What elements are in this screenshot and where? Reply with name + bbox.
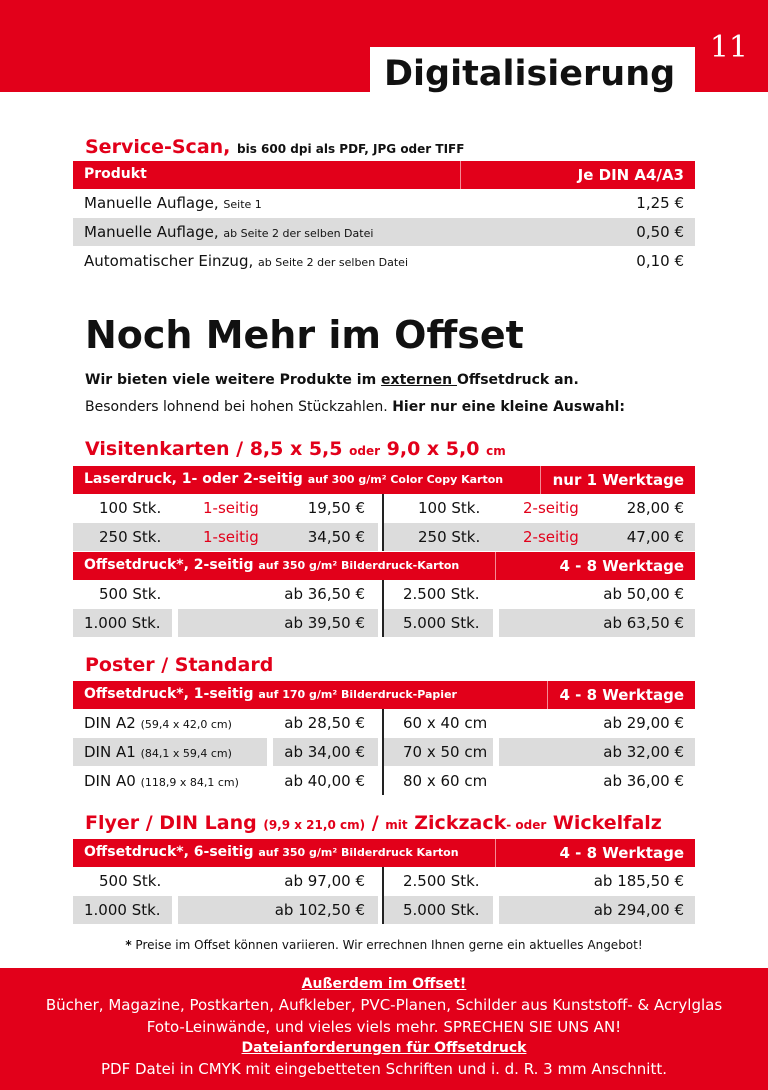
vk-heading-cm: cm [486, 444, 506, 458]
bar-divider [495, 839, 496, 867]
qty: 2.500 Stk. [403, 585, 480, 603]
price: ab 32,00 € [603, 743, 684, 761]
flyer-heading-mit: mit [385, 818, 408, 832]
price: ab 63,50 € [603, 614, 684, 632]
laser-row [73, 494, 695, 522]
page-title: Digitalisierung [384, 54, 676, 94]
format: 60 x 40 cm [403, 714, 488, 732]
format [84, 714, 232, 732]
format: 70 x 50 cm [403, 743, 488, 761]
bar-divider [495, 552, 496, 580]
intro2-text: Besonders lohnend bei hohen Stückzahlen. [85, 399, 393, 415]
laser-bar [73, 466, 695, 494]
flyer-heading-zickzack: Zickzack [414, 812, 507, 834]
vk-heading-oder: oder [349, 444, 381, 458]
column-gap [172, 609, 178, 637]
scan-item [84, 252, 408, 270]
vk-offset-bar-text: Offsetdruck*, 2-seitig [84, 557, 254, 573]
scan-price: 1,25 € [636, 194, 684, 212]
offset-intro-2 [85, 399, 625, 415]
scan-item-name: Automatischer Einzug, [84, 252, 254, 270]
column-gap [493, 896, 499, 924]
scan-item [84, 223, 373, 241]
vk-heading-size2: 9,0 x 5,0 [386, 438, 480, 460]
laser-bar-label [84, 471, 503, 487]
price: ab 185,50 € [593, 872, 684, 890]
poster-bar-text: Offsetdruck*, 1-seitig [84, 686, 254, 702]
price: ab 294,00 € [593, 901, 684, 919]
price: ab 28,50 € [284, 714, 365, 732]
col-product: Produkt [84, 166, 147, 182]
laser-row [73, 523, 695, 551]
scan-item-sub: Seite 1 [223, 198, 262, 211]
price: ab 39,50 € [284, 614, 365, 632]
footer-band [0, 968, 768, 1090]
laser-days: nur 1 Werktage [552, 471, 684, 489]
flyer-heading-slash: / [371, 812, 379, 834]
price: ab 34,00 € [284, 743, 365, 761]
offset-heading: Noch Mehr im Offset [85, 313, 524, 357]
flyer-heading-main: Flyer / DIN Lang [85, 812, 257, 834]
intro2-bold: Hier nur eine kleine Auswahl: [392, 399, 625, 415]
sides: 1-seitig [203, 528, 259, 546]
format [84, 743, 232, 761]
visitenkarten-heading [85, 438, 506, 460]
scan-item-sub: ab Seite 2 der selben Datei [258, 256, 409, 269]
flyer-heading-wickelfalz: Wickelfalz [552, 812, 662, 834]
column-divider [382, 580, 384, 637]
scan-price: 0,10 € [636, 252, 684, 270]
price: 34,50 € [307, 528, 365, 546]
scan-heading-text: Service-Scan, [85, 136, 231, 158]
vk-offset-row [73, 580, 695, 608]
bar-divider [547, 681, 548, 709]
price: 47,00 € [626, 528, 684, 546]
flyer-bar-sub: auf 350 g/m² Bilderdruck Karton [258, 846, 459, 859]
flyer-row [73, 896, 695, 924]
flyer-row [73, 867, 695, 895]
sides: 2-seitig [523, 528, 579, 546]
format: 80 x 60 cm [403, 772, 488, 790]
column-divider [382, 494, 384, 551]
qty: 100 Stk. [418, 499, 481, 517]
price: ab 29,00 € [603, 714, 684, 732]
column-gap [493, 738, 499, 766]
laser-bar-sub: auf 300 g/m² Color Copy Karton [307, 473, 504, 486]
col-price: Je DIN A4/A3 [577, 166, 684, 184]
bar-divider [460, 161, 461, 189]
footer-heading-1: Außerdem im Offset! [301, 976, 467, 992]
scan-row [73, 247, 695, 275]
scan-row [73, 189, 695, 217]
column-divider [382, 867, 384, 924]
format-name: DIN A2 [84, 714, 136, 732]
flyer-bar-text: Offsetdruck*, 6-seitig [84, 844, 254, 860]
intro-underline: externen [381, 372, 457, 388]
footer-line-2: Foto-Leinwände, und vieles viels mehr. SPRECHEN SIE UNS AN! [146, 1018, 622, 1036]
price: ab 50,00 € [603, 585, 684, 603]
format-name: DIN A0 [84, 772, 136, 790]
price-note [0, 938, 768, 952]
footer-line-3: PDF Datei in CMYK mit eingebetteten Schriften und i. d. R. 3 mm Anschnitt. [101, 1060, 667, 1078]
qty: 250 Stk. [418, 528, 481, 546]
scan-heading [85, 136, 464, 158]
note-text: Preise im Offset können variieren. Wir errechnen Ihnen gerne ein aktuelles Angebot! [131, 938, 643, 952]
price: ab 97,00 € [284, 872, 365, 890]
scan-header-bar [73, 161, 695, 189]
page-number: 11 [709, 30, 748, 65]
price: ab 36,00 € [603, 772, 684, 790]
vk-offset-row [73, 609, 695, 637]
qty: 500 Stk. [99, 872, 162, 890]
flyer-days: 4 - 8 Werktage [559, 844, 684, 862]
offset-intro [85, 372, 579, 388]
format [84, 772, 239, 790]
price: 28,00 € [626, 499, 684, 517]
sides: 2-seitig [523, 499, 579, 517]
poster-days: 4 - 8 Werktage [559, 686, 684, 704]
price: ab 36,50 € [284, 585, 365, 603]
price: ab 40,00 € [284, 772, 365, 790]
footer-heading-2: Dateianforderungen für Offsetdruck [241, 1040, 527, 1056]
poster-bar [73, 681, 695, 709]
column-divider [382, 709, 384, 795]
qty: 1.000 Stk. [84, 901, 161, 919]
flyer-heading [85, 812, 662, 834]
qty: 1.000 Stk. [84, 614, 161, 632]
sides: 1-seitig [203, 499, 259, 517]
note-star: * [125, 938, 132, 952]
qty: 5.000 Stk. [403, 901, 480, 919]
bar-divider [540, 466, 541, 494]
scan-item [84, 194, 262, 212]
scan-item-sub: ab Seite 2 der selben Datei [223, 227, 374, 240]
scan-row [73, 218, 695, 246]
qty: 5.000 Stk. [403, 614, 480, 632]
intro-text: Wir bieten viele weitere Produkte im [85, 372, 382, 388]
vk-offset-bar-label [84, 557, 459, 573]
flyer-heading-oder: - oder [506, 818, 547, 832]
flyer-heading-size: (9,9 x 21,0 cm) [263, 818, 366, 832]
format-size: (59,4 x 42,0 cm) [140, 718, 232, 731]
scan-price: 0,50 € [636, 223, 684, 241]
scan-item-name: Manuelle Auflage, [84, 223, 219, 241]
vk-heading-main: Visitenkarten / 8,5 x 5,5 [85, 438, 343, 460]
flyer-bar [73, 839, 695, 867]
poster-row [73, 738, 695, 766]
price: ab 102,50 € [274, 901, 365, 919]
qty: 250 Stk. [99, 528, 162, 546]
format-name: DIN A1 [84, 743, 136, 761]
scan-heading-sub: bis 600 dpi als PDF, JPG oder TIFF [237, 142, 465, 156]
qty: 500 Stk. [99, 585, 162, 603]
price: 19,50 € [307, 499, 365, 517]
vk-offset-days: 4 - 8 Werktage [559, 557, 684, 575]
column-gap [493, 609, 499, 637]
qty: 100 Stk. [99, 499, 162, 517]
format-size: (118,9 x 84,1 cm) [140, 776, 239, 789]
flyer-bar-label [84, 844, 459, 860]
poster-bar-label [84, 686, 457, 702]
qty: 2.500 Stk. [403, 872, 480, 890]
column-gap [172, 896, 178, 924]
vk-offset-bar [73, 552, 695, 580]
poster-row [73, 709, 695, 737]
laser-bar-text: Laserdruck, 1- oder 2-seitig [84, 471, 303, 487]
poster-bar-sub: auf 170 g/m² Bilderdruck-Papier [258, 688, 457, 701]
vk-offset-bar-sub: auf 350 g/m² Bilderdruck-Karton [258, 559, 460, 572]
poster-heading: Poster / Standard [85, 654, 274, 676]
scan-item-name: Manuelle Auflage, [84, 194, 219, 212]
poster-row [73, 767, 695, 795]
format-size: (84,1 x 59,4 cm) [140, 747, 232, 760]
intro-text-end: Offsetdruck an. [456, 372, 579, 388]
footer-line-1: Bücher, Magazine, Postkarten, Aufkleber, PVC-Planen, Schilder aus Kunststoff- & Acrylglas [45, 996, 723, 1014]
